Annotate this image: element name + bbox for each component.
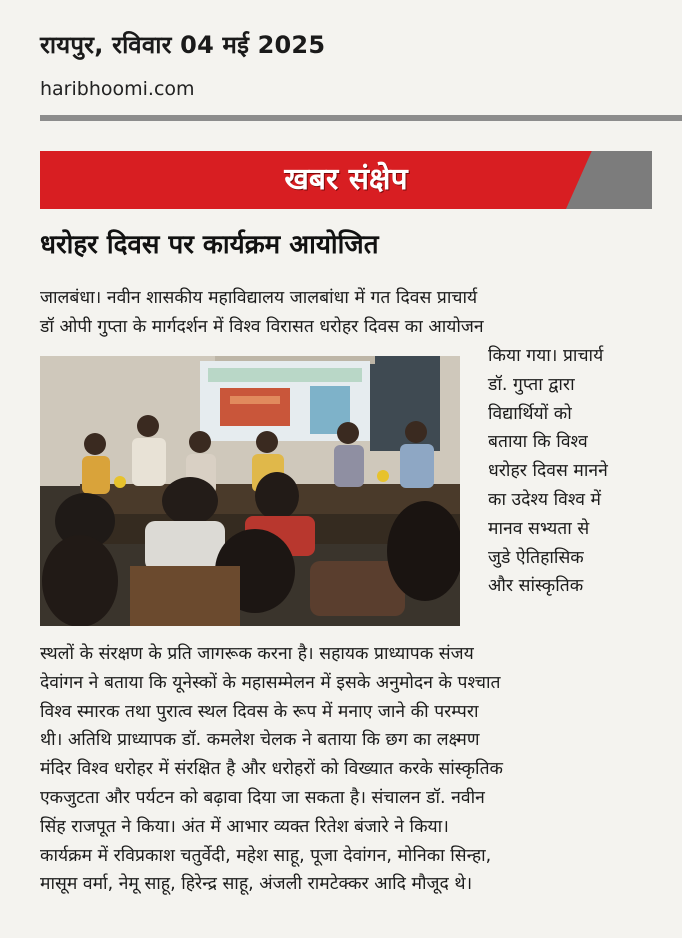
- news-photo: [40, 356, 460, 626]
- text-line: एकजुटता और पर्यटन को बढ़ावा दिया जा सकता है। संचालन डॉ. नवीन: [40, 787, 485, 808]
- text-line: डॉ. गुप्ता द्वारा: [488, 374, 575, 395]
- text-line: मंदिर विश्व धरोहर में संरक्षित है और धरोहरों को विख्यात करके सांस्कृतिक: [40, 759, 503, 780]
- text-line: मासूम वर्मा, नेमू साहू, हिरेन्द्र साहू, अंजली रामटेक्कर आदि मौजूद थे।: [40, 874, 473, 895]
- text-line: स्थलों के संरक्षण के प्रति जागरूक करना है। सहायक प्राध्यापक संजय: [40, 644, 474, 664]
- text-line: विश्व स्मारक तथा पुरात्व स्थल दिवस के रूप में मनाए जाने की परम्परा: [40, 701, 479, 722]
- masthead-date: रायपुर, रविवार 04 मई 2025: [40, 31, 326, 59]
- article-headline: धरोहर दिवस पर कार्यक्रम आयोजित: [40, 230, 379, 260]
- masthead-website: haribhoomi.com: [40, 78, 195, 100]
- text-line: विद्यार्थियों को: [488, 403, 572, 424]
- section-label: खबर संक्षेप: [284, 162, 408, 197]
- text-line: मानव सभ्यता से: [488, 518, 590, 539]
- text-line: का उदेश्य विश्व में: [488, 489, 602, 510]
- section-banner: [40, 151, 652, 209]
- article-intro: [40, 284, 652, 342]
- text-line: कार्यक्रम में रविप्रकाश चतुर्वेदी, महेश साहू, पूजा देवांगन, मोनिका सिन्हा,: [40, 845, 492, 866]
- text-line: किया गया। प्राचार्य: [488, 346, 604, 366]
- text-line: डॉ ओपी गुप्ता के मार्गदर्शन में विश्व विरासत धरोहर दिवस का आयोजन: [40, 316, 484, 337]
- text-line: थी। अतिथि प्राध्यापक डॉ. कमलेश चेलक ने बताया कि छग का लक्ष्मण: [40, 730, 480, 751]
- top-rule: [40, 115, 682, 121]
- article-side-column: [488, 342, 648, 601]
- text-line: और सांस्कृतिक: [488, 576, 584, 597]
- text-line: जुडे ऐतिहासिक: [488, 547, 584, 568]
- text-line: सिंह राजपूत ने किया। अंत में आभार व्यक्त रितेश बंजारे ने किया।: [40, 816, 449, 837]
- text-line: जालबंधा। नवीन शासकीय महाविद्यालय जालबांधा में गत दिवस प्राचार्य: [40, 288, 478, 308]
- text-line: बताया कि विश्व: [488, 432, 588, 453]
- text-line: धरोहर दिवस मानने: [488, 461, 608, 482]
- article-body: [40, 640, 652, 899]
- text-line: देवांगन ने बताया कि यूनेस्कों के महासम्मेलन में इसके अनुमोदन के पश्चात: [40, 672, 501, 693]
